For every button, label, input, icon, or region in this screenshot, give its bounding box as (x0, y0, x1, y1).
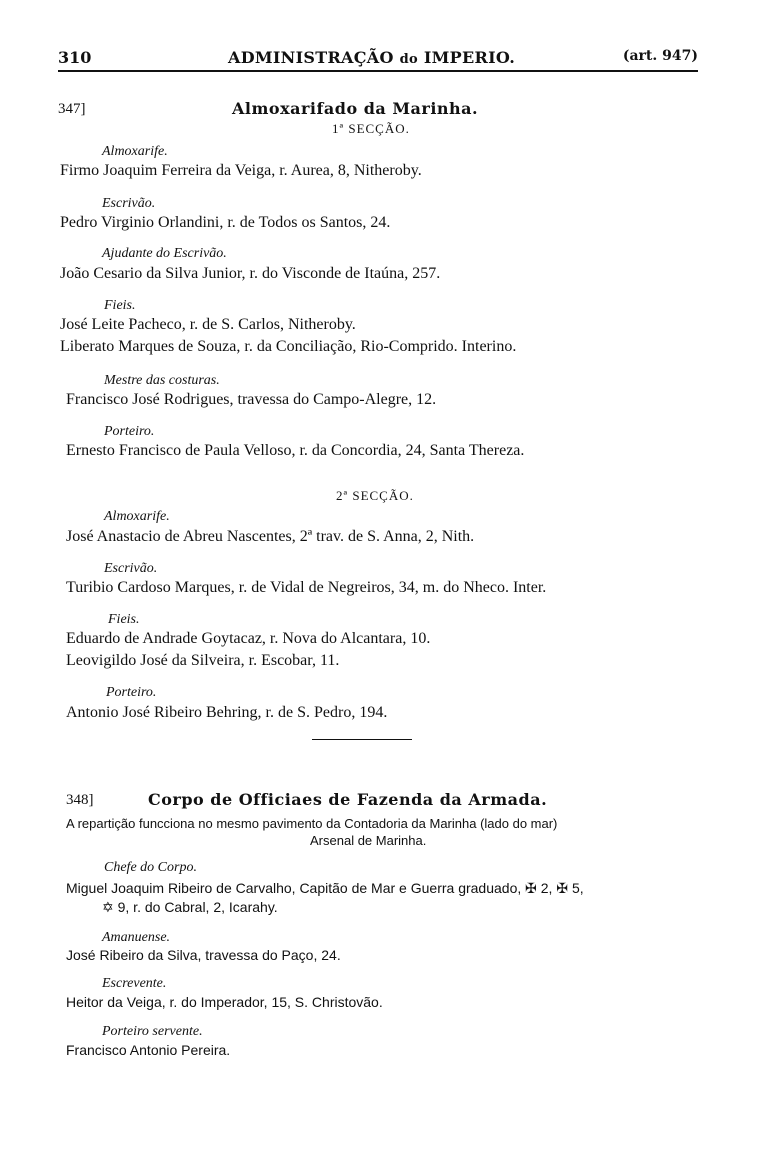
entry-line: José Anastacio de Abreu Nascentes, 2ª trav. de S. Anna, 2, Nith. (66, 528, 475, 545)
entry-line: João Cesario da Silva Junior, r. do Visconde de Itaúna, 257. (60, 265, 441, 282)
entry-line: Ernesto Francisco de Paula Velloso, r. da Concordia, 24, Santa Thereza. (66, 442, 525, 459)
role-label: Fieis. (104, 298, 136, 313)
entry-line: ✡ 9, r. do Cabral, 2, Icarahy. (102, 899, 278, 915)
intro-line: Arsenal de Marinha. (310, 833, 427, 848)
running-title: ADMINISTRAÇÃO do IMPERIO. (228, 48, 516, 67)
entry-line: Francisco Antonio Pereira. (66, 1042, 231, 1058)
role-label: Mestre das costuras. (104, 373, 220, 388)
role-label: Porteiro. (106, 685, 157, 700)
section-title: Corpo de Officiaes de Fazenda da Armada. (148, 790, 548, 809)
subsection-heading: 1ª SECÇÃO. (332, 121, 410, 136)
role-label: Porteiro servente. (102, 1024, 203, 1039)
entry-line: Heitor da Veiga, r. do Imperador, 15, S. Christovão. (66, 994, 383, 1010)
section-divider (312, 739, 412, 740)
role-label: Almoxarife. (102, 144, 168, 159)
role-label: Chefe do Corpo. (104, 860, 197, 875)
role-label: Escrevente. (102, 976, 167, 991)
entry-line: José Leite Pacheco, r. de S. Carlos, Nitheroby. (60, 316, 356, 333)
role-label: Ajudante do Escrivão. (102, 246, 227, 261)
entry-line: Miguel Joaquim Ribeiro de Carvalho, Capitão de Mar e Guerra graduado, ✠ 2, ✠ 5, (66, 880, 584, 896)
entry-line: Leovigildo José da Silveira, r. Escobar, 11. (66, 652, 340, 669)
entry-line: Francisco José Rodrigues, travessa do Campo-Alegre, 12. (66, 391, 437, 408)
intro-line: A repartição funcciona no mesmo pavimento da Contadoria da Marinha (lado do mar) (66, 816, 558, 831)
role-label: Almoxarife. (104, 509, 170, 524)
page-number: 310 (58, 48, 92, 67)
section-number: 347] (58, 101, 86, 117)
entry-line: Liberato Marques de Souza, r. da Conciliação, Rio-Comprido. Interino. (60, 338, 517, 355)
role-label: Amanuense. (102, 930, 171, 945)
entry-line: José Ribeiro da Silva, travessa do Paço, 24. (66, 947, 341, 963)
section-number: 348] (66, 792, 94, 808)
entry-line: Turibio Cardoso Marques, r. de Vidal de Negreiros, 34, m. do Nheco. Inter. (66, 579, 547, 596)
entry-line: Eduardo de Andrade Goytacaz, r. Nova do Alcantara, 10. (66, 630, 431, 647)
role-label: Escrivão. (102, 196, 156, 211)
entry-line: Firmo Joaquim Ferreira da Veiga, r. Aurea, 8, Nitheroby. (60, 162, 422, 179)
page-header (58, 48, 698, 72)
role-label: Porteiro. (104, 424, 155, 439)
subsection-heading: 2ª SECÇÃO. (336, 488, 414, 503)
entry-line: Pedro Virginio Orlandini, r. de Todos os Santos, 24. (60, 214, 391, 231)
article-reference: (art. 947) (622, 48, 698, 64)
section-title: Almoxarifado da Marinha. (232, 99, 479, 118)
entry-line: Antonio José Ribeiro Behring, r. de S. Pedro, 194. (66, 704, 388, 721)
role-label: Escrivão. (104, 561, 158, 576)
role-label: Fieis. (108, 612, 140, 627)
